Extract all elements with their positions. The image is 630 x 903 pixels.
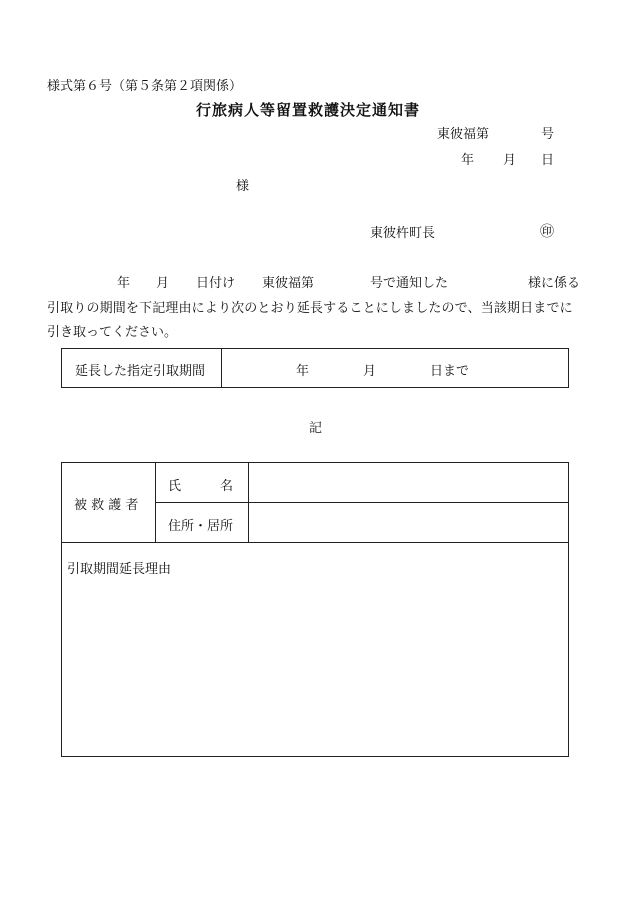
document-title: 行旅病人等留置救護決定通知書 [196,101,421,119]
body-line-3: 引き取ってください。 [47,325,178,340]
table-col-divider-1 [155,462,156,542]
ki-heading: 記 [309,421,323,436]
doc-number-prefix: 東彼福第 [437,127,490,142]
addressee-suffix: 様 [236,179,250,194]
protected-person-label: 被 救 護 者 [74,498,139,513]
issuer-title: 東彼杵町長 [370,226,436,241]
doc-number-suffix: 号 [541,127,555,142]
body-person-suffix: 様に係る [528,276,581,291]
body-year: 年 [117,276,131,291]
extension-table-divider [221,348,222,388]
body-ref-suffix: 号で通知した [370,276,449,291]
body-line-2: 引取りの期間を下記理由により次のとおり延長することにしましたので、当該期日までに [47,301,573,316]
name-label: 氏 名 [168,479,234,494]
body-ref-prefix: 東彼福第 [262,276,315,291]
date-year: 年 [461,153,475,168]
seal-mark: ㊞ [540,224,554,240]
date-month: 月 [503,153,517,168]
extension-year: 年 [296,364,310,379]
date-day: 日 [541,153,555,168]
extension-label: 延長した指定引取期間 [75,364,206,379]
extension-day-until: 日まで [430,364,470,379]
reason-label: 引取期間延長理由 [67,562,172,577]
table-row-divider-inner [155,502,569,503]
body-month: 月 [156,276,170,291]
address-label: 住所・居所 [168,519,234,534]
table-row-divider-main [61,542,569,543]
body-date-suffix: 日付け [196,276,236,291]
table-col-divider-2 [248,462,249,542]
extension-month: 月 [363,364,377,379]
form-number: 様式第６号（第５条第２項関係） [47,79,243,94]
